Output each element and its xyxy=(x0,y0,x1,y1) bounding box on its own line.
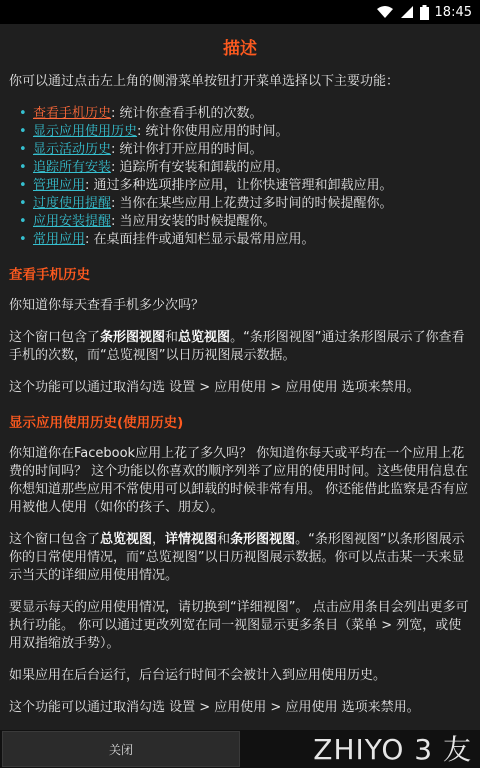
watermark-logo: ZHIYO 3 友 xyxy=(313,733,472,766)
bullet-icon: • xyxy=(19,142,27,157)
signal-icon xyxy=(400,5,414,19)
list-item xyxy=(19,177,471,195)
battery-icon xyxy=(420,5,429,20)
list-item xyxy=(19,123,471,141)
bullet-icon: • xyxy=(19,160,27,175)
section2-paragraph-3: 要显示每天的应用使用情况，请切换到“详细视图”。 点击应用条目会列出更多可执行功能。 你可以通过更改列宽在同一视图显示更多条目（菜单 > 列宽，或使用双指缩放手势）。 xyxy=(9,600,469,651)
text-span: 。“条形图视图”以条形图展示你的日常使用情况，而“总览视图”以日历视图展示数据。你可以点击某一天来显示当天的详细应用使用情况。 xyxy=(9,532,465,583)
section-heading-app-usage: 显示应用使用历史(使用历史) xyxy=(9,415,184,431)
bullet-icon: • xyxy=(19,232,27,247)
status-bar xyxy=(0,0,480,24)
feature-link-track-installs[interactable]: 追踪所有安装 xyxy=(33,160,112,175)
feature-link-activity-history[interactable]: 显示活动历史 xyxy=(33,142,112,157)
bullet-icon: • xyxy=(19,196,27,211)
section-heading-phone-history: 查看手机历史 xyxy=(9,267,90,283)
feature-desc: : 当应用安装的时候提醒你。 xyxy=(111,214,276,229)
feature-list xyxy=(9,105,471,249)
status-time: 18:45 xyxy=(434,4,472,20)
list-item xyxy=(19,213,471,231)
feature-link-phone-history[interactable]: 查看手机历史 xyxy=(33,106,112,121)
feature-link-manage-apps[interactable]: 管理应用 xyxy=(33,178,86,193)
feature-desc: : 当你在某些应用上花费过多时间的时候提醒你。 xyxy=(111,196,393,211)
section2-paragraph-1: 你知道你在Facebook应用上花了多久吗？ 你知道你每天或平均在一个应用上花费的时间吗？ 这个功能以你喜欢的顺序列举了应用的使用时间。这些使用信息在你想知道那些应用不常使用可以卸载的时候非常有用。 你还能借此监察是否有应用被他人使用（如你的孩子、朋友）。 xyxy=(9,446,469,515)
bold-bar-view: 条形图视图 xyxy=(100,330,166,345)
feature-desc: : 追踪所有安装和卸载的应用。 xyxy=(111,160,289,175)
wifi-icon xyxy=(376,5,394,19)
feature-link-frequent-apps[interactable]: 常用应用 xyxy=(33,232,86,247)
bold-overview: 总览视图 xyxy=(178,330,231,345)
feature-link-overuse-alert[interactable]: 过度使用提醒 xyxy=(33,196,112,211)
feature-link-app-usage[interactable]: 显示应用使用历史 xyxy=(33,124,138,139)
text-span: 这个窗口包含了 xyxy=(9,532,101,547)
intro-text: 你可以通过点击左上角的侧滑菜单按钮打开菜单选择以下主要功能： xyxy=(9,74,400,89)
feature-desc: : 通过多种选项排序应用，让你快速管理和卸载应用。 xyxy=(85,178,393,193)
list-item xyxy=(19,105,471,123)
bold-bar-view: 条形图视图 xyxy=(230,532,296,547)
feature-desc: : 统计你查看手机的次数。 xyxy=(111,106,263,121)
section2-paragraph-5: 这个功能可以通过取消勾选 设置 > 应用使用 > 应用使用 选项来禁用。 xyxy=(9,700,420,715)
bold-overview: 总览视图 xyxy=(100,532,153,547)
feature-desc: : 统计你使用应用的时间。 xyxy=(137,124,289,139)
close-button[interactable]: 关闭 xyxy=(2,731,240,767)
feature-desc: : 统计你打开应用的时间。 xyxy=(111,142,263,157)
page-title: 描述 xyxy=(223,39,257,59)
section1-paragraph-3: 这个功能可以通过取消勾选 设置 > 应用使用 > 应用使用 选项来禁用。 xyxy=(9,380,420,395)
section1-paragraph-2 xyxy=(9,329,471,365)
bold-detail-view: 详情视图 xyxy=(165,532,218,547)
bullet-icon: • xyxy=(19,124,27,139)
text-span: ， xyxy=(152,532,166,547)
text-span: 和 xyxy=(217,532,231,547)
feature-desc: : 在桌面挂件或通知栏显示最常用应用。 xyxy=(85,232,315,247)
section2-paragraph-4: 如果应用在后台运行，后台运行时间不会被计入到应用使用历史。 xyxy=(9,668,387,683)
list-item xyxy=(19,195,471,213)
bullet-icon: • xyxy=(19,178,27,193)
text-span: 这个窗口包含了 xyxy=(9,330,101,345)
section1-paragraph-1: 你知道你每天查看手机多少次吗？ xyxy=(9,298,205,313)
description-content[interactable] xyxy=(0,24,480,730)
list-item xyxy=(19,231,471,249)
section2-paragraph-2 xyxy=(9,531,471,585)
list-item xyxy=(19,159,471,177)
list-item xyxy=(19,141,471,159)
bullet-icon: • xyxy=(19,214,27,229)
text-span: 。“条形图视图”通过条形图展示了你查看手机的次数，而“总览视图”以日历视图展示数据。 xyxy=(9,330,465,363)
bullet-icon: • xyxy=(19,106,27,121)
feature-link-install-alert[interactable]: 应用安装提醒 xyxy=(33,214,112,229)
text-span: 和 xyxy=(165,330,179,345)
